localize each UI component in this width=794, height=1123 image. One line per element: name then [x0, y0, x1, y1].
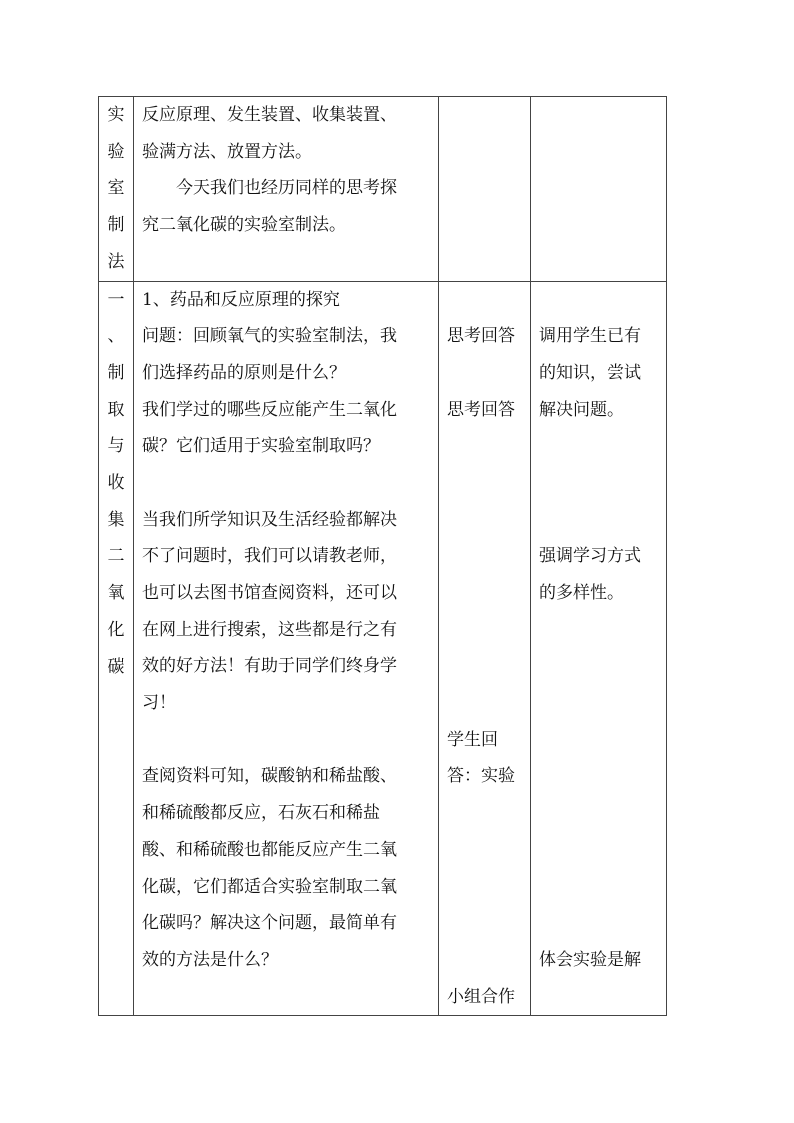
intent-line: 的知识，尝试: [539, 362, 641, 383]
label-char: 化: [107, 619, 125, 640]
label-char: 室: [107, 178, 125, 199]
label-char: 法: [107, 251, 125, 272]
label-char: 与: [107, 436, 125, 457]
text-line: 酸、和稀硫酸也都能反应产生二氧: [142, 839, 397, 860]
subsection-heading: 1、药品和反应原理的探究: [142, 289, 340, 310]
design-intent-cell: [531, 281, 667, 1016]
intent-line: 的多样性。: [539, 583, 624, 604]
label-char: 一: [107, 289, 125, 310]
label-char: 制: [107, 215, 125, 236]
teacher-activity-cell: [134, 281, 439, 1016]
text-line: 效的方法是什么？: [142, 949, 278, 970]
text-line: 化碳，它们都适合实验室制取二氧: [142, 876, 397, 897]
section-label: [99, 281, 134, 1016]
teacher-activity-cell: [134, 97, 439, 282]
text-line: 查阅资料可知，碳酸钠和稀盐酸、: [142, 766, 397, 787]
table-row: [99, 281, 667, 1016]
design-intent-cell: [531, 97, 667, 282]
intent-line: 体会实验是解: [539, 949, 641, 970]
text-line: 究二氧化碳的实验室制法。: [142, 215, 346, 236]
label-char: 验: [107, 141, 125, 162]
lesson-plan-table: [98, 96, 667, 1016]
text-line: 当我们所学知识及生活经验都解决: [142, 509, 397, 530]
text-line: 不了问题时，我们可以请教老师，: [142, 546, 397, 567]
table-row: [99, 97, 667, 282]
text-line: 今天我们也经历同样的思考探: [176, 178, 397, 199]
text-line: 也可以去图书馆查阅资料，还可以: [142, 583, 397, 604]
text-line: 问题：回顾氧气的实验室制法，我: [142, 326, 397, 347]
label-char: 氧: [107, 583, 125, 604]
text-line: 和稀硫酸都反应，石灰石和稀盐: [142, 803, 380, 824]
text-line: 我们学过的哪些反应能产生二氧化: [142, 399, 397, 420]
intent-line: 强调学习方式: [539, 546, 641, 567]
label-char: 制: [107, 362, 125, 383]
label-char: 实: [107, 105, 125, 125]
section-label: [99, 97, 134, 282]
label-char: 、: [107, 326, 125, 347]
text-line: 们选择药品的原则是什么？: [142, 362, 346, 383]
student-answer: 学生回: [447, 729, 498, 750]
text-line: 碳？它们适用于实验室制取吗？: [142, 436, 380, 457]
text-line: 反应原理、发生装置、收集装置、: [142, 105, 397, 125]
student-activity-cell: [439, 281, 531, 1016]
text-line: 习！: [142, 693, 176, 714]
label-char: 二: [107, 546, 125, 567]
student-answer: 小组合作: [447, 986, 515, 1007]
intent-line: 调用学生已有: [539, 326, 641, 347]
student-answer: 思考回答: [447, 399, 515, 420]
student-activity-cell: [439, 97, 531, 282]
label-char: 碳: [107, 656, 125, 677]
text-line: 在网上进行搜索，这些都是行之有: [142, 619, 397, 640]
label-char: 集: [107, 509, 125, 530]
label-char: 取: [107, 399, 125, 420]
label-char: 收: [107, 473, 125, 494]
student-answer: 答：实验: [447, 766, 515, 787]
text-line: 验满方法、放置方法。: [142, 141, 312, 162]
intent-line: 解决问题。: [539, 399, 624, 420]
student-answer: 思考回答: [447, 326, 515, 347]
text-line: 效的好方法！有助于同学们终身学: [142, 656, 397, 677]
text-line: 化碳吗？解决这个问题，最简单有: [142, 913, 397, 934]
